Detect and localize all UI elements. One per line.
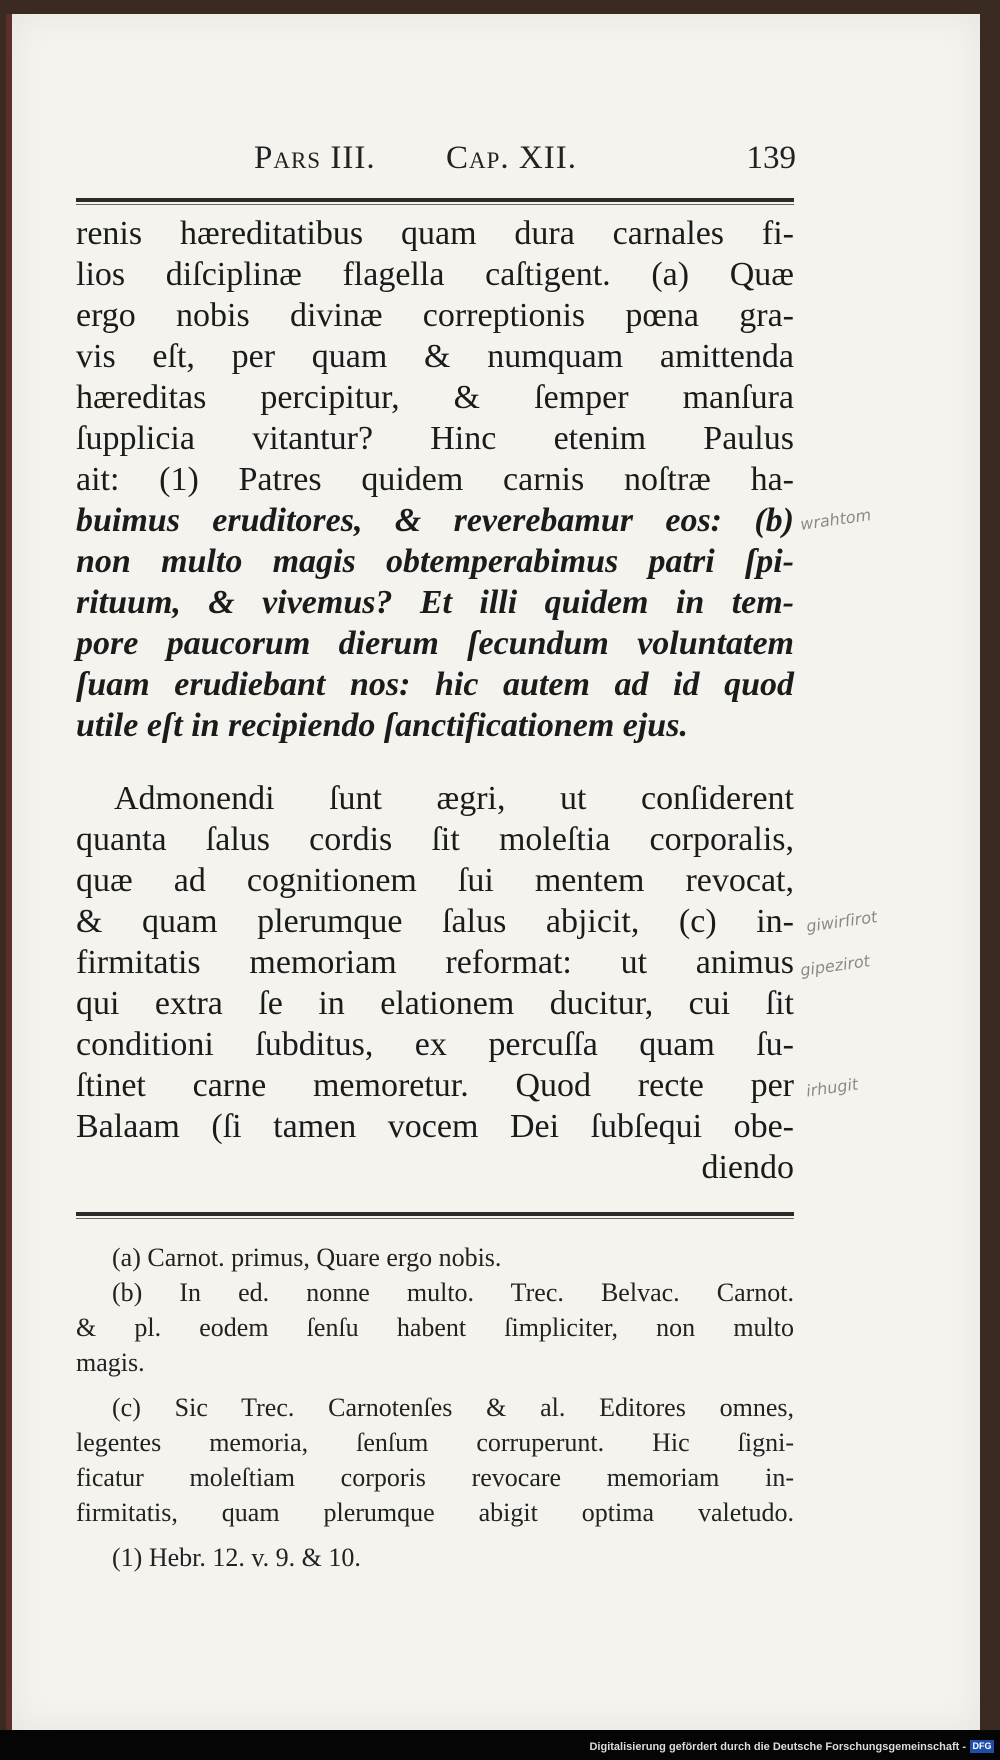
text-line: hæreditas percipitur, & ſemper manſura [76,379,794,416]
footnote-c-cont: firmitatis, quam plerumque abigit optima valetudo. [76,1498,794,1527]
footnote-c: (c) Sic Trec. Carnotenſes & al. Editores omnes, [112,1393,794,1422]
margin-gloss: wrahtom [799,505,873,534]
text-line-italic: non multo magis obtemperabimus patri ſpi- [76,543,794,580]
text-line: qui extra ſe in elationem ducitur, cui ſit [76,985,794,1022]
text-line: ait: (1) Patres quidem carnis noſtræ ha- [76,461,794,498]
header-rule [76,198,794,202]
paragraph-2 [76,778,794,1188]
footnote-b-cont: & pl. eodem ſenſu habent ſimpliciter, non multo [76,1313,794,1342]
text-line: ſupplicia vitantur? Hinc etenim Paulus [76,420,794,457]
footnote-rule [76,1212,794,1216]
margin-gloss: giwirſirot [805,907,879,936]
footnote-c-cont: ficatur moleſtiam corporis revocare memoriam in- [76,1463,794,1492]
text-line: quanta ſalus cordis ſit moleſtia corporalis, [76,821,794,858]
header-part: Pars III. [254,140,376,176]
digitization-footer [0,1730,1000,1760]
footnote-a: (a) Carnot. primus, Quare ergo nobis. [112,1243,502,1272]
footnote-b: (b) In ed. nonne multo. Trec. Belvac. Carnot. [112,1278,794,1307]
text-line-italic: utile eſt in recipiendo ſanctificationem ejus. [76,707,688,744]
text-line: Admonendi ſunt ægri, ut conſiderent [114,780,794,817]
text-line: vis eſt, per quam & numquam amittenda [76,338,794,375]
text-line-italic: rituum, & vivemus? Et illi quidem in tem- [76,584,794,621]
text-line-italic: ſuam erudiebant nos: hic autem ad id quod [76,666,794,703]
header-chapter: Cap. XII. [446,140,577,176]
footer-credit: Digitalisierung gefördert durch die Deutsche Forschungsgemeinschaft - [589,1741,966,1753]
margin-gloss: gipezirot [799,951,872,980]
footnote-1: (1) Hebr. 12. v. 9. & 10. [112,1543,361,1572]
text-line: quæ ad cognitionem ſui mentem revocat, [76,862,794,899]
text-line: Balaam (ſi tamen vocem Dei ſubſequi obe- [76,1108,794,1145]
footnotes [76,1240,794,1575]
text-line: conditioni ſubditus, ex percuſſa quam ſu- [76,1026,794,1063]
text-line-italic: buimus eruditores, & reverebamur eos: (b) [76,502,794,539]
text-line: lios diſciplinæ flagella caſtigent. (a) Quæ [76,256,794,293]
page-number: 139 [746,140,796,176]
text-line: ergo nobis divinæ correptionis pœna gra- [76,297,794,334]
margin-gloss: irhugit [804,1074,860,1101]
footnote-c-cont: legentes memoria, ſenſum corruperunt. Hic ſigni- [76,1428,794,1457]
text-line: renis hæreditatibus quam dura carnales fi- [76,215,794,252]
text-line: ſtinet carne memoretur. Quod recte per [76,1067,794,1104]
dfg-logo: DFG [970,1740,994,1753]
text-line: & quam plerumque ſalus abjicit, (c) in- [76,903,794,940]
text-line-italic: pore paucorum dierum ſecundum voluntatem [76,625,794,662]
catchword: diendo [701,1149,794,1186]
paragraph-1 [76,213,794,746]
footnote-b-cont: magis. [76,1348,145,1377]
text-line: firmitatis memoriam reformat: ut animus [76,944,794,981]
